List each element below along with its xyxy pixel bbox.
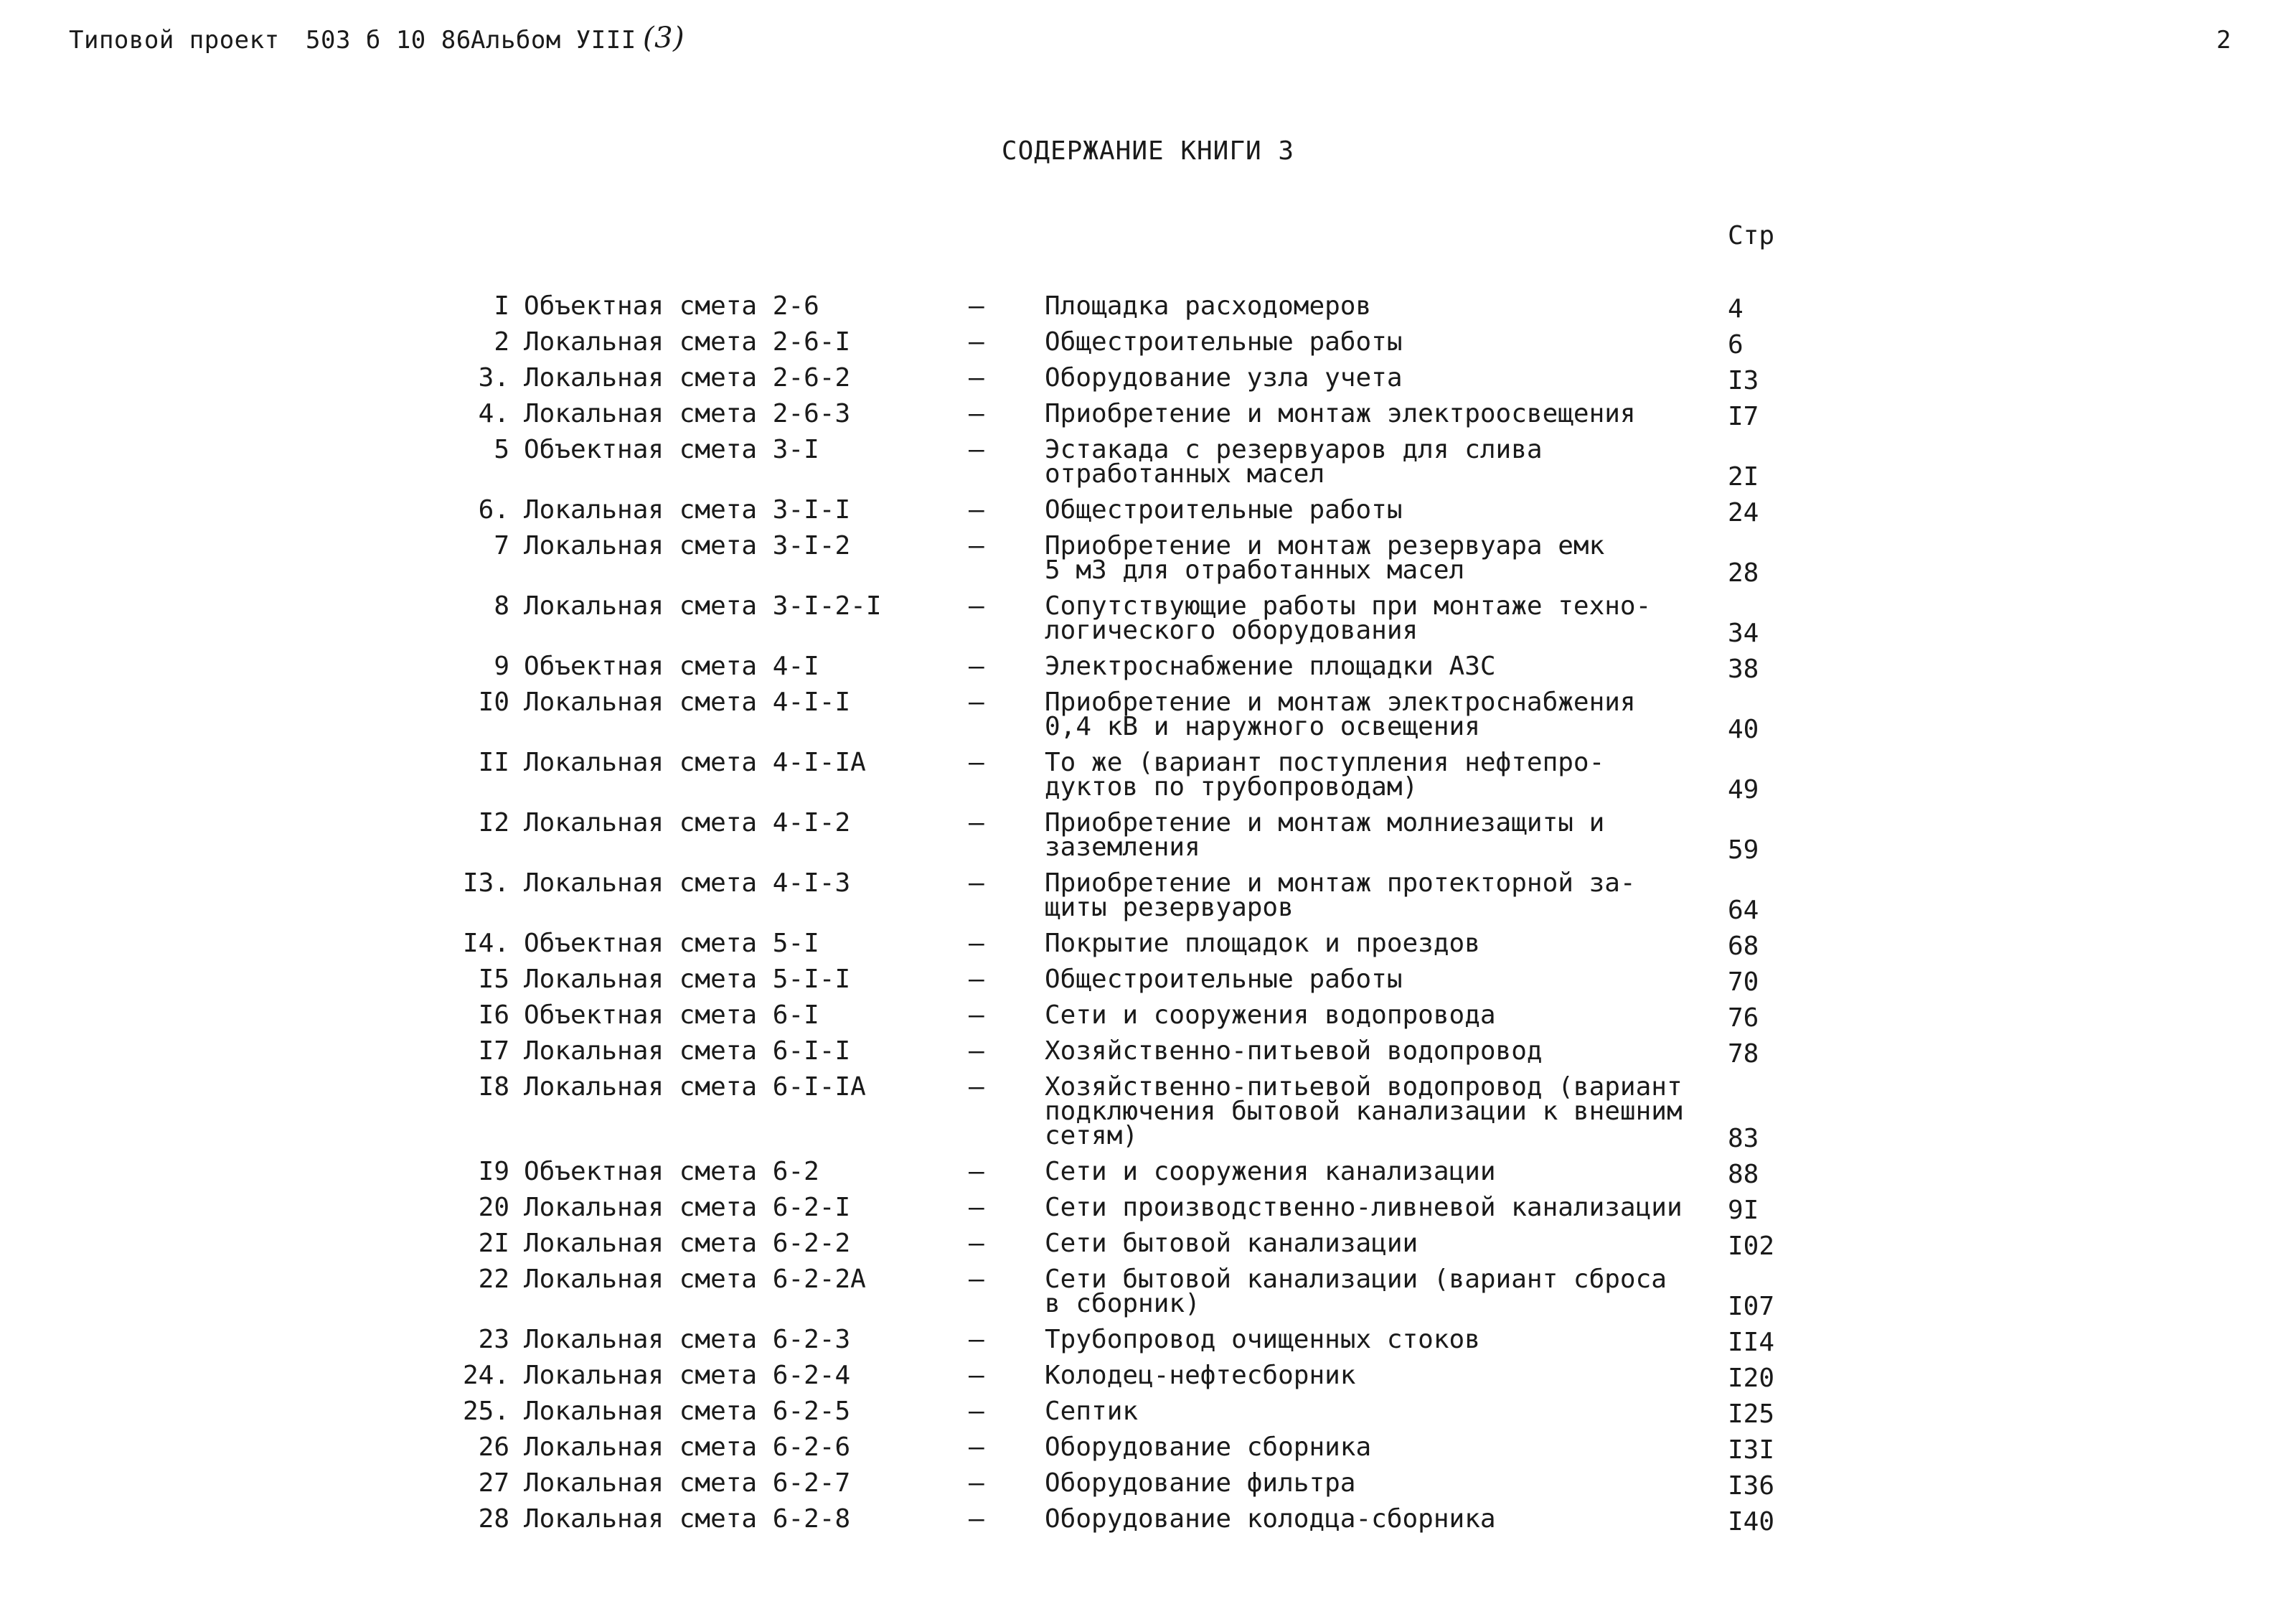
- entry-separator: –: [969, 748, 984, 777]
- entry-number: 24.: [462, 1361, 509, 1390]
- toc-entry: [0, 688, 2296, 744]
- entry-document: Объектная смета 3-I: [524, 435, 819, 464]
- toc-entry: [0, 1468, 2296, 1501]
- toc-entry: [0, 1000, 2296, 1033]
- entry-separator: –: [969, 688, 984, 717]
- toc-entry: [0, 1193, 2296, 1225]
- page-number: 2: [2216, 26, 2231, 55]
- toc-entry: [0, 495, 2296, 527]
- entry-description: Сети бытовой канализации (вариант сброса в сборник): [1045, 1265, 1667, 1318]
- entry-description: Электроснабжение площадки АЗС: [1045, 652, 1496, 681]
- page-header: [69, 22, 2253, 69]
- entry-description: Оборудование узла учета: [1045, 363, 1403, 393]
- entry-document: Локальная смета 6-2-6: [524, 1432, 851, 1462]
- entry-description: Приобретение и монтаж электроснабжения 0,4 кВ и наружного освещения: [1045, 688, 1636, 741]
- entry-page: 76: [1728, 1003, 1759, 1033]
- toc-entry: [0, 1036, 2296, 1069]
- entry-separator: –: [969, 808, 984, 838]
- toc-entry: [0, 965, 2296, 997]
- entry-document: Локальная смета 6-2-I: [524, 1193, 851, 1222]
- entry-description: Сопутствующие работы при монтаже техно- логического оборудования: [1045, 591, 1652, 645]
- entry-page: 59: [1728, 835, 1759, 865]
- entry-page: 6: [1728, 330, 1744, 360]
- entry-document: Локальная смета 6-2-4: [524, 1361, 851, 1390]
- entry-description: Сети производственно-ливневой канализации: [1045, 1193, 1683, 1222]
- album-label: Альбом УIII: [471, 26, 636, 55]
- entry-number: 4.: [478, 399, 509, 428]
- entry-document: Локальная смета 3-I-I: [524, 495, 851, 525]
- toc-entry: [0, 1432, 2296, 1465]
- entry-description: Оборудование сборника: [1045, 1432, 1372, 1462]
- entry-number: I0: [478, 688, 509, 717]
- toc-entry: [0, 1504, 2296, 1537]
- entry-document: Локальная смета 6-I-IA: [524, 1072, 866, 1102]
- entry-separator: –: [969, 1157, 984, 1186]
- entry-number: I8: [478, 1072, 509, 1102]
- toc-entry: [0, 1325, 2296, 1357]
- entry-separator: –: [969, 1193, 984, 1222]
- entry-description: Приобретение и монтаж молниезащиты и заземления: [1045, 808, 1605, 862]
- toc-entry: [0, 591, 2296, 648]
- entry-separator: –: [969, 929, 984, 958]
- entry-document: Объектная смета 6-I: [524, 1000, 819, 1030]
- entry-page: 24: [1728, 498, 1759, 527]
- toc-entry: [0, 652, 2296, 684]
- entry-document: Локальная смета 6-2-5: [524, 1397, 851, 1426]
- entry-number: 2: [494, 327, 509, 357]
- toc-entry: [0, 1229, 2296, 1261]
- entry-separator: –: [969, 1000, 984, 1030]
- toc-entry: [0, 1072, 2296, 1153]
- entry-number: 28: [478, 1504, 509, 1534]
- toc-entry: [0, 1361, 2296, 1393]
- toc-entry: [0, 868, 2296, 925]
- entry-description: То же (вариант поступления нефтепро- дуктов по трубопроводам): [1045, 748, 1605, 802]
- entry-number: I: [494, 291, 509, 321]
- entry-page: II4: [1728, 1328, 1775, 1357]
- entry-page: I3I: [1728, 1435, 1775, 1465]
- entry-page: 83: [1728, 1124, 1759, 1153]
- entry-description: Трубопровод очищенных стоков: [1045, 1325, 1480, 1354]
- entry-number: I2: [478, 808, 509, 838]
- entry-separator: –: [969, 868, 984, 898]
- entry-number: 20: [478, 1193, 509, 1222]
- entry-separator: –: [969, 435, 984, 464]
- entry-description: Приобретение и монтаж протекторной за- щиты резервуаров: [1045, 868, 1636, 922]
- entry-document: Локальная смета 4-I-I: [524, 688, 851, 717]
- entry-page: 64: [1728, 896, 1759, 925]
- entry-number: 26: [478, 1432, 509, 1462]
- entry-separator: –: [969, 591, 984, 621]
- toc-entry: [0, 1265, 2296, 1321]
- entry-document: Локальная смета 6-I-I: [524, 1036, 851, 1066]
- entry-separator: –: [969, 1229, 984, 1258]
- entry-description: Сети и сооружения водопровода: [1045, 1000, 1496, 1030]
- entry-document: Локальная смета 6-2-8: [524, 1504, 851, 1534]
- entry-page: I25: [1728, 1399, 1775, 1429]
- entry-separator: –: [969, 291, 984, 321]
- entry-page: 70: [1728, 967, 1759, 997]
- entry-page: 88: [1728, 1160, 1759, 1189]
- toc-entry: [0, 399, 2296, 431]
- entry-description: Общестроительные работы: [1045, 965, 1403, 994]
- entry-number: 8: [494, 591, 509, 621]
- entry-separator: –: [969, 1072, 984, 1102]
- toc-entry: [0, 327, 2296, 360]
- entry-number: 6.: [478, 495, 509, 525]
- entry-description: Эстакада с резервуаров для слива отработанных масел: [1045, 435, 1543, 489]
- page-column-header: Стр: [1728, 221, 1775, 250]
- entry-separator: –: [969, 399, 984, 428]
- entry-page: 49: [1728, 775, 1759, 804]
- entry-document: Объектная смета 2-6: [524, 291, 819, 321]
- entry-separator: –: [969, 327, 984, 357]
- entry-number: 25.: [462, 1397, 509, 1426]
- entry-description: Колодец-нефтесборник: [1045, 1361, 1356, 1390]
- entry-number: I4.: [462, 929, 509, 958]
- toc-entry: [0, 435, 2296, 492]
- toc-entry: [0, 531, 2296, 588]
- table-of-contents: [0, 291, 2296, 1543]
- entry-document: Локальная смета 2-6-3: [524, 399, 851, 428]
- entry-number: 3.: [478, 363, 509, 393]
- entry-description: Хозяйственно-питьевой водопровод (вариант подключения бытовой канализации к внешним сетям): [1045, 1072, 1683, 1150]
- entry-document: Объектная смета 5-I: [524, 929, 819, 958]
- toc-entry: [0, 1157, 2296, 1189]
- entry-description: Общестроительные работы: [1045, 495, 1403, 525]
- entry-number: 27: [478, 1468, 509, 1498]
- entry-document: Локальная смета 2-6-2: [524, 363, 851, 393]
- entry-description: Оборудование колодца-сборника: [1045, 1504, 1496, 1534]
- entry-description: Площадка расходомеров: [1045, 291, 1372, 321]
- entry-separator: –: [969, 1432, 984, 1462]
- toc-entry: [0, 291, 2296, 324]
- entry-document: Локальная смета 6-2-7: [524, 1468, 851, 1498]
- entry-number: I5: [478, 965, 509, 994]
- toc-entry: [0, 748, 2296, 804]
- project-label: Типовой проект: [69, 26, 280, 55]
- entry-number: 9: [494, 652, 509, 681]
- entry-page: I3: [1728, 366, 1759, 395]
- entry-separator: –: [969, 531, 984, 560]
- entry-description: Приобретение и монтаж электроосвещения: [1045, 399, 1636, 428]
- entry-document: Локальная смета 3-I-2-I: [524, 591, 882, 621]
- entry-document: Объектная смета 6-2: [524, 1157, 819, 1186]
- entry-number: 7: [494, 531, 509, 560]
- entry-document: Локальная смета 3-I-2: [524, 531, 851, 560]
- entry-page: I07: [1728, 1292, 1775, 1321]
- entry-page: 2I: [1728, 462, 1759, 492]
- entry-number: II: [478, 748, 509, 777]
- entry-separator: –: [969, 1361, 984, 1390]
- entry-separator: –: [969, 1504, 984, 1534]
- entry-document: Локальная смета 4-I-2: [524, 808, 851, 838]
- entry-number: 2I: [478, 1229, 509, 1258]
- entry-page: 68: [1728, 932, 1759, 961]
- entry-separator: –: [969, 495, 984, 525]
- entry-page: 34: [1728, 619, 1759, 648]
- toc-entry: [0, 808, 2296, 865]
- entry-page: I7: [1728, 402, 1759, 431]
- entry-document: Объектная смета 4-I: [524, 652, 819, 681]
- entry-separator: –: [969, 1036, 984, 1066]
- entry-description: Приобретение и монтаж резервуара емк 5 м3 для отработанных масел: [1045, 531, 1605, 585]
- entry-description: Общестроительные работы: [1045, 327, 1403, 357]
- entry-description: Сети бытовой канализации: [1045, 1229, 1418, 1258]
- entry-separator: –: [969, 652, 984, 681]
- entry-page: 78: [1728, 1039, 1759, 1069]
- entry-page: I36: [1728, 1471, 1775, 1501]
- entry-number: I9: [478, 1157, 509, 1186]
- entry-separator: –: [969, 1397, 984, 1426]
- entry-number: I7: [478, 1036, 509, 1066]
- entry-page: 9I: [1728, 1196, 1759, 1225]
- entry-number: I3.: [462, 868, 509, 898]
- entry-document: Локальная смета 2-6-I: [524, 327, 851, 357]
- entry-number: 23: [478, 1325, 509, 1354]
- entry-document: Локальная смета 5-I-I: [524, 965, 851, 994]
- entry-page: I20: [1728, 1364, 1775, 1393]
- entry-description: Оборудование фильтра: [1045, 1468, 1356, 1498]
- entry-description: Септик: [1045, 1397, 1139, 1426]
- entry-page: I02: [1728, 1232, 1775, 1261]
- entry-page: 4: [1728, 294, 1744, 324]
- entry-document: Локальная смета 4-I-IA: [524, 748, 866, 777]
- entry-document: Локальная смета 6-2-2А: [524, 1265, 866, 1294]
- entry-number: I6: [478, 1000, 509, 1030]
- entry-page: 38: [1728, 655, 1759, 684]
- entry-separator: –: [969, 1265, 984, 1294]
- entry-separator: –: [969, 1325, 984, 1354]
- entry-page: I40: [1728, 1507, 1775, 1537]
- entry-description: Покрытие площадок и проездов: [1045, 929, 1480, 958]
- entry-document: Локальная смета 6-2-2: [524, 1229, 851, 1258]
- entry-page: 40: [1728, 715, 1759, 744]
- entry-document: Локальная смета 6-2-3: [524, 1325, 851, 1354]
- page-title: СОДЕРЖАНИЕ КНИГИ 3: [1001, 136, 1295, 166]
- entry-number: 22: [478, 1265, 509, 1294]
- book-mark-handwritten: (3): [643, 22, 685, 55]
- entry-number: 5: [494, 435, 509, 464]
- toc-entry: [0, 363, 2296, 395]
- toc-entry: [0, 929, 2296, 961]
- entry-separator: –: [969, 1468, 984, 1498]
- toc-entry: [0, 1397, 2296, 1429]
- entry-page: 28: [1728, 558, 1759, 588]
- entry-document: Локальная смета 4-I-3: [524, 868, 851, 898]
- entry-separator: –: [969, 363, 984, 393]
- entry-description: Хозяйственно-питьевой водопровод: [1045, 1036, 1543, 1066]
- project-code: 503 б 10 86: [306, 26, 471, 55]
- entry-description: Сети и сооружения канализации: [1045, 1157, 1496, 1186]
- entry-separator: –: [969, 965, 984, 994]
